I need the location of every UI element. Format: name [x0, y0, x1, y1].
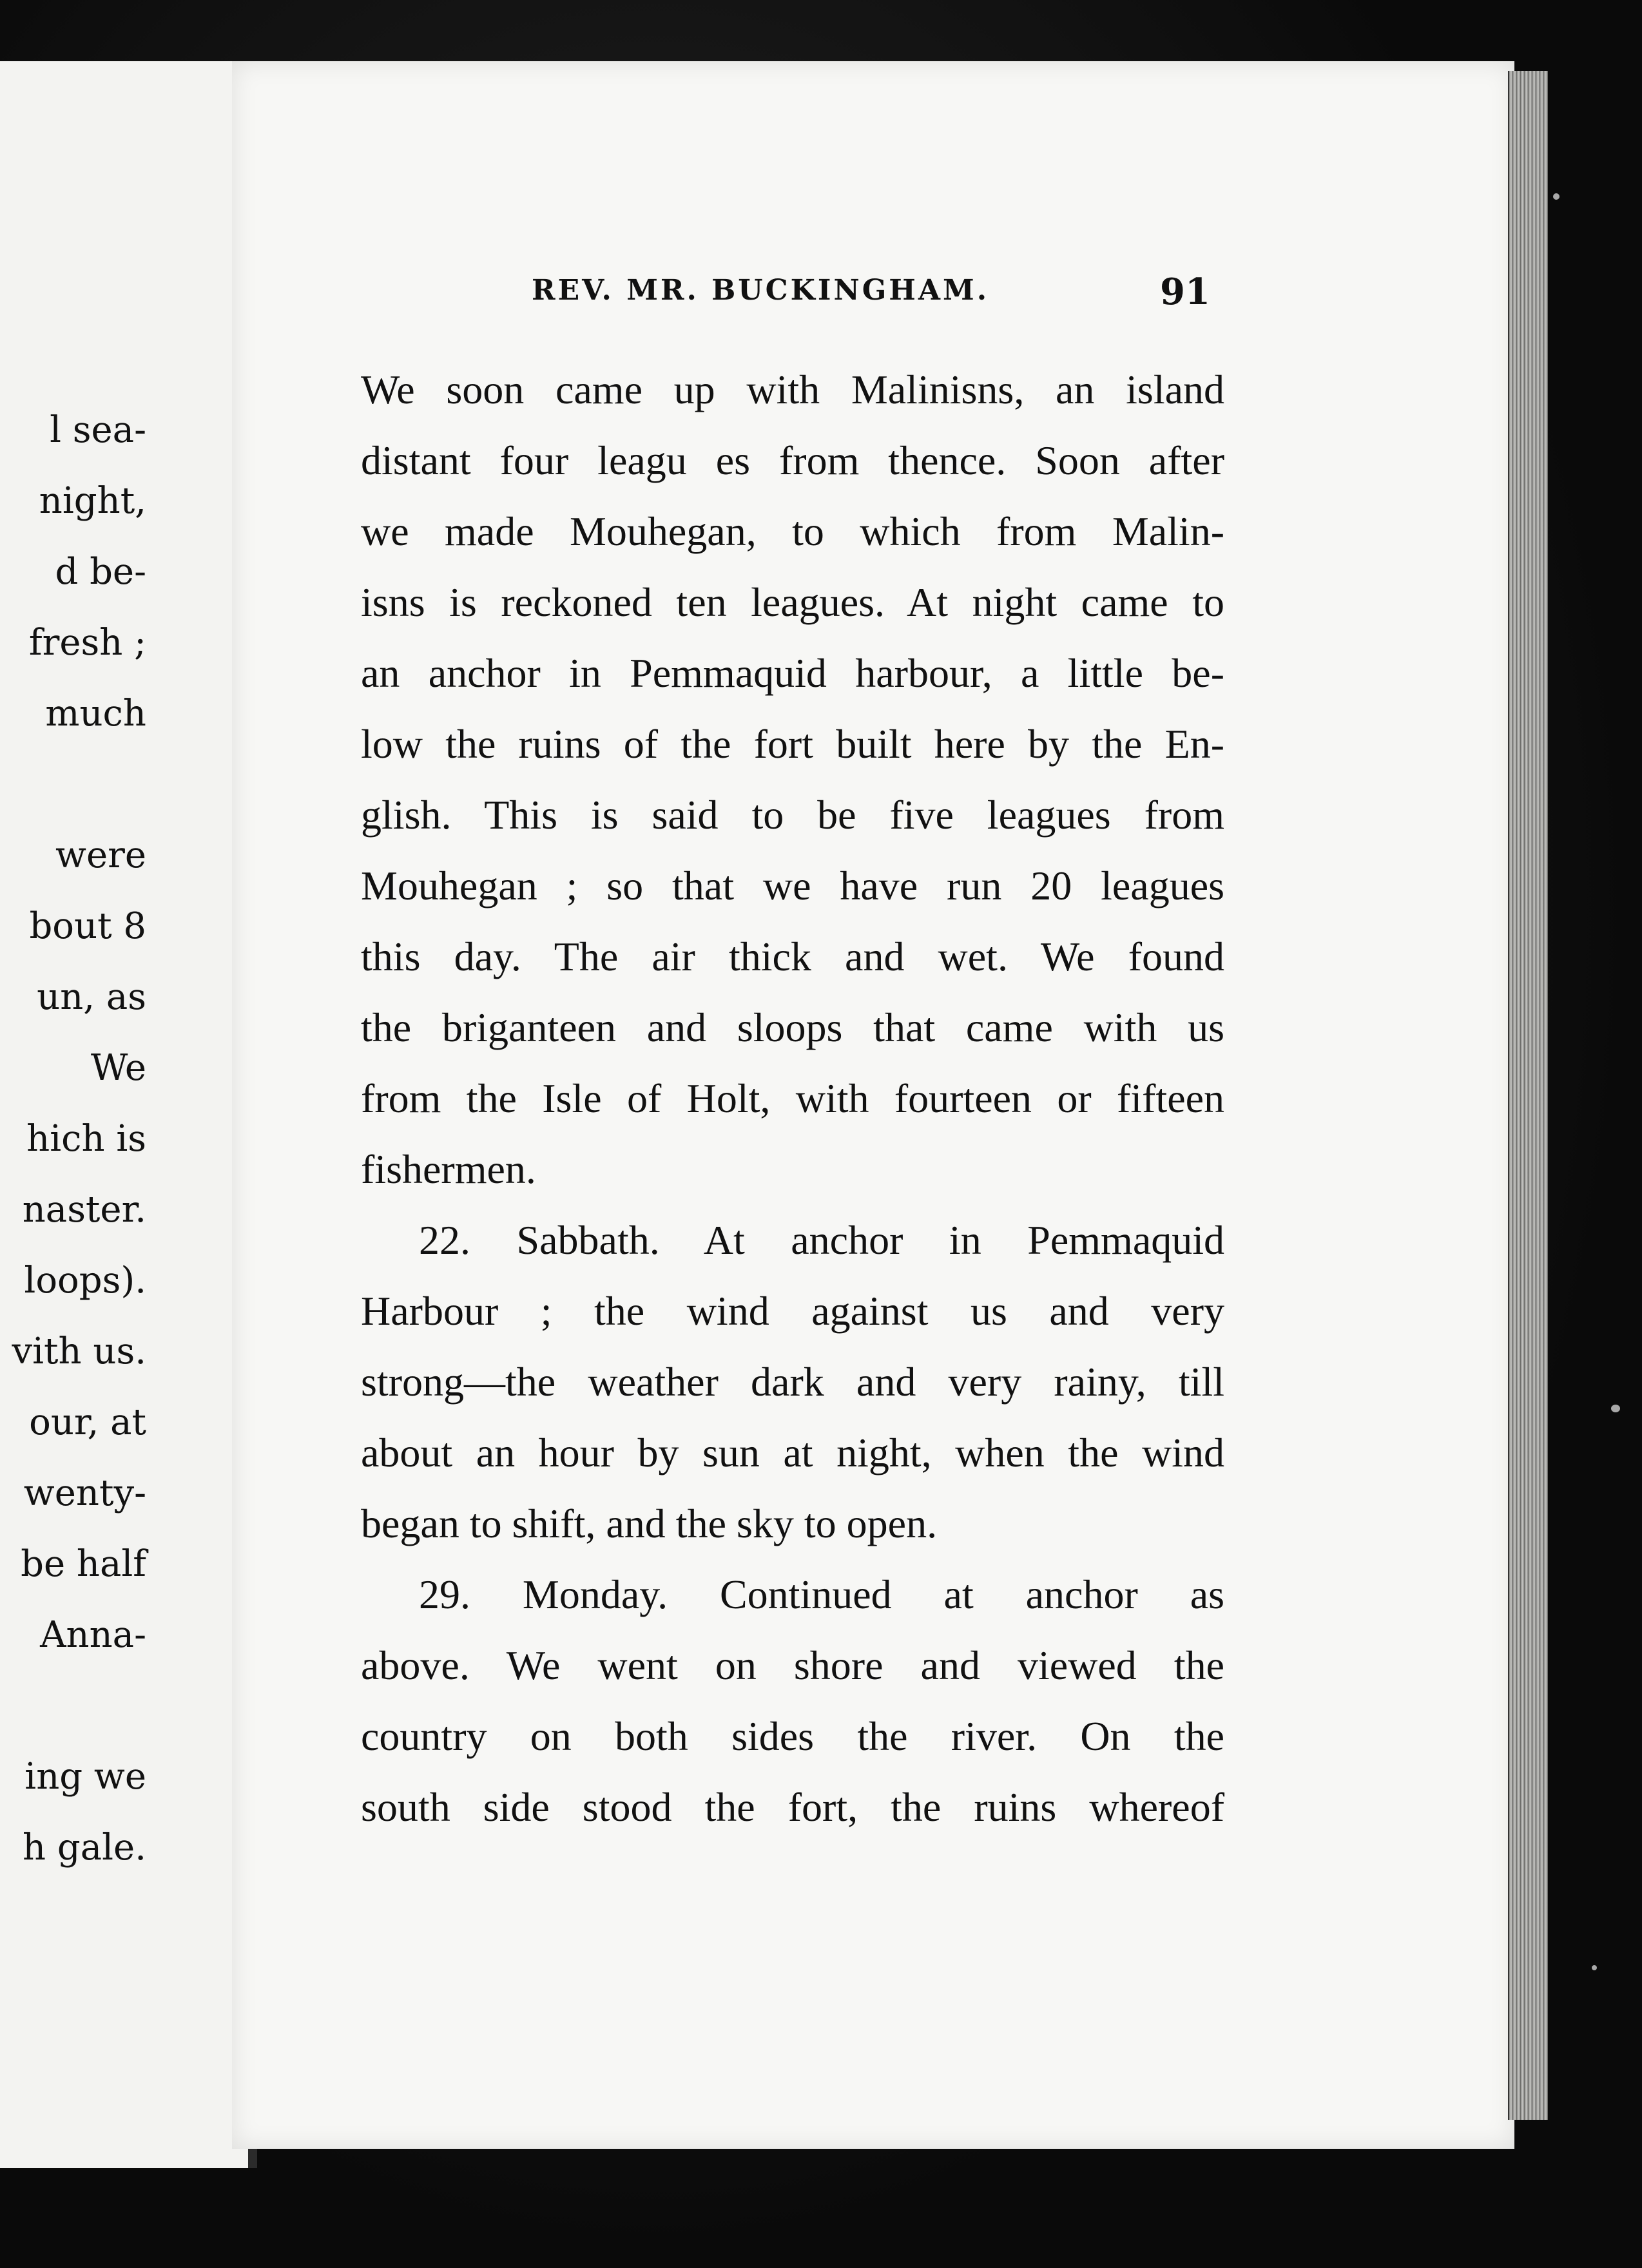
left-fragment: naster.: [22, 1189, 146, 1231]
text-line: above. We went on shore and viewed the: [361, 1642, 1224, 1688]
left-facing-page: [0, 61, 257, 2168]
left-fragment: wenty-: [23, 1472, 146, 1514]
left-fragment: d be-: [55, 551, 146, 593]
text-line: about an hour by sun at night, when the wind: [361, 1430, 1224, 1475]
left-fragment: un, as: [37, 976, 146, 1018]
text-line: we made Mouhegan, to which from Malin-: [361, 508, 1224, 554]
left-fragment: ing we: [24, 1756, 146, 1798]
text-line: from the Isle of Holt, with fourteen or fifteen: [361, 1075, 1224, 1121]
left-fragment: night,: [39, 480, 146, 522]
left-fragment: hich is: [26, 1118, 146, 1160]
dust-speck: [1592, 1965, 1597, 1970]
left-fragment: be half: [21, 1543, 146, 1585]
text-line: strong—the weather dark and very rainy, till: [361, 1359, 1224, 1405]
text-line: 29. Monday. Continued at anchor as: [419, 1571, 1224, 1617]
left-fragment: loops).: [24, 1260, 146, 1302]
running-head-title: REV. MR. BUCKINGHAM.: [532, 274, 990, 307]
page-block-edge: [1508, 71, 1548, 2120]
text-line: isns is reckoned ten leagues. At night came to: [361, 579, 1224, 625]
text-line: an anchor in Pemmaquid harbour, a little be-: [361, 650, 1224, 696]
dust-speck: [1553, 193, 1560, 200]
page-number: 91: [1160, 271, 1210, 313]
text-line: the briganteen and sloops that came with us: [361, 1004, 1224, 1050]
text-line: this day. The air thick and wet. We found: [361, 934, 1224, 979]
text-line: distant four leagu es from thence. Soon after: [361, 437, 1224, 483]
left-fragment: our, at: [29, 1401, 146, 1443]
left-fragment: were: [55, 834, 146, 876]
left-fragment: h gale.: [23, 1827, 146, 1869]
text-line: 22. Sabbath. At anchor in Pemmaquid: [419, 1217, 1224, 1263]
left-fragment: We: [90, 1047, 146, 1089]
text-line: We soon came up with Malinisns, an island: [361, 367, 1224, 412]
text-line: south side stood the fort, the ruins whereof: [361, 1784, 1224, 1830]
running-head: [516, 258, 1224, 316]
text-line: began to shift, and the sky to open.: [361, 1501, 938, 1546]
text-line: Harbour ; the wind against us and very: [361, 1288, 1224, 1334]
left-fragment: fresh ;: [28, 622, 146, 664]
text-line: Mouhegan ; so that we have run 20 leagues: [361, 863, 1224, 908]
left-fragment: bout 8: [29, 905, 146, 947]
left-fragment: Anna-: [40, 1614, 146, 1656]
text-line: country on both sides the river. On the: [361, 1713, 1224, 1759]
dust-speck: [1611, 1405, 1620, 1412]
text-line: fishermen.: [361, 1146, 536, 1192]
left-fragment: vith us.: [12, 1331, 146, 1372]
left-fragment: l sea-: [50, 409, 146, 451]
left-fragment: much: [45, 693, 146, 735]
text-line: low the ruins of the fort built here by the En-: [361, 721, 1224, 767]
text-line: glish. This is said to be five leagues from: [361, 792, 1224, 838]
